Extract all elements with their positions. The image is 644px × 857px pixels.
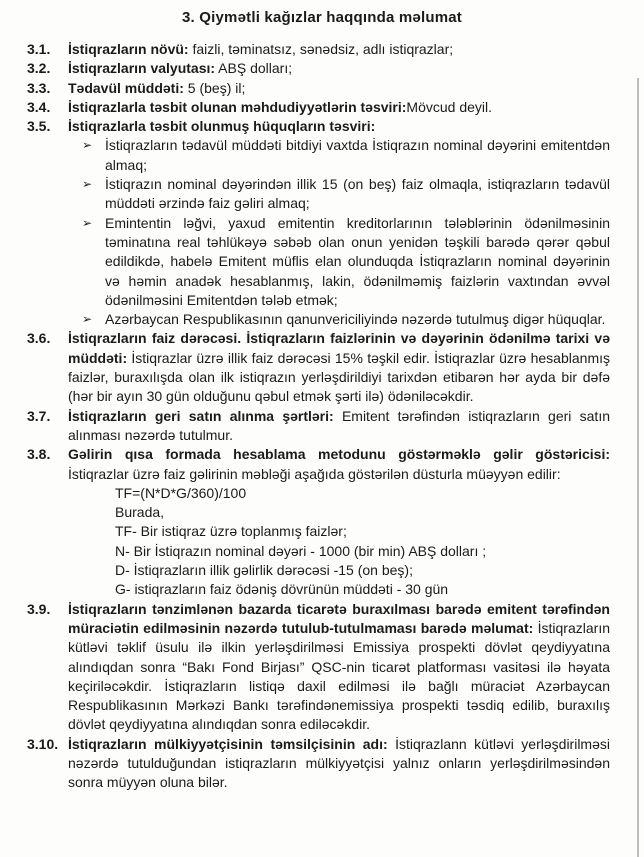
section-body — [68, 445, 610, 599]
section-text: Emitent tərəfindən istiqrazların geri satın alınması nəzərdə tutulmur. — [68, 407, 610, 443]
section-number: 3.1. — [27, 41, 51, 57]
section-3-6 — [27, 329, 610, 406]
section-text: İstiqrazlar üzrə faiz gəlirinin məbləği aşağıda göstərilən düsturla müəyyən edilir: — [68, 465, 561, 482]
section-body — [68, 329, 610, 406]
rights-bullet — [68, 175, 610, 214]
section-heading: İstiqrazların faiz dərəcəsi. İstiqrazların faizlərinin və dəyərinin ödənilmə tarixi və müddəti: — [68, 330, 610, 366]
arrowhead-bullet-icon: ➢ — [82, 312, 93, 327]
formula-line: Burada, — [115, 504, 165, 521]
arrowhead-bullet-icon: ➢ — [82, 177, 93, 192]
section-3-8 — [27, 445, 610, 599]
bullet-text: İstiqrazların tədavül müddəti bitdiyi vaxtda İstiqrazın nominal dəyərini emitentdən almaq; — [105, 137, 610, 173]
section-text: İstiqrazlar üzrə illik faiz dərəcəsi 15% təşkil edir. İstiqrazlar üzrə hesablanmış faizlər, buraxılışda olan ilk istiqrazın yerləşdirildiyi tarixdən etibarən hər ayda bir dəfə (hər bir ayın 30 gün olduğunu qəbul etmək şərti ilə) ödəniləcəkdir. — [68, 349, 610, 405]
formula-line: D- İstiqrazların illik gəlirlik dərəcəsi -15 (on beş); — [115, 562, 413, 579]
section-paragraph — [68, 407, 610, 446]
section-number: 3.9. — [27, 600, 51, 617]
section-body — [68, 79, 610, 98]
section-text: 5 (beş) il; — [183, 79, 246, 96]
section-paragraph — [68, 735, 610, 793]
section-3-5 — [27, 117, 610, 329]
section-heading: İstiqrazların geri satın alınma şərtləri: — [68, 407, 334, 424]
section-3-2 — [27, 59, 610, 78]
sections-list — [27, 40, 610, 793]
section-heading: Gəlirin qısa formada hesablama metodunu göstərməklə gəlir göstəricisi: — [68, 446, 610, 463]
section-text: faizli, təminatsız, sənədsiz, adlı istiqrazlar; — [188, 41, 454, 57]
formula-block — [115, 484, 610, 600]
section-paragraph — [68, 40, 610, 59]
section-body — [68, 59, 610, 78]
formula-line: TF=(N*D*G/360)/100 — [115, 484, 247, 501]
arrowhead-bullet-icon: ➢ — [82, 215, 93, 230]
formula-line: N- Bir İstiqrazın nominal dəyəri - 1000 (bir min) ABŞ dolları ; — [115, 542, 487, 559]
section-number: 3.8. — [27, 446, 51, 463]
rights-bullet — [68, 310, 610, 329]
section-number: 3.2. — [27, 60, 51, 77]
section-heading: İstiqrazların valyutası: — [68, 60, 216, 77]
formula-line: TF- Bir istiqraz üzrə toplanmış faizlər; — [115, 523, 347, 540]
section-heading: İstiqrazların tənzimlənən bazarda ticarətə buraxılması barədə emitent tərəfindən müraciətin edilməsinin nəzərdə tutulub-tutulmaması barədə məlumat: — [68, 600, 610, 636]
section-3-9 — [27, 600, 610, 735]
section-3-3 — [27, 79, 610, 98]
section-paragraph — [68, 79, 610, 98]
section-heading: İstiqrazlarla təsbit olunmuş hüquqların təsviri: — [68, 118, 376, 135]
section-3-10 — [27, 735, 610, 793]
section-heading: İstiqrazlarla təsbit olunan məhdudiyyətlərin təsviri: — [68, 98, 407, 115]
section-text: İstiqrazlann kütləvi yerləşdirilməsi nəzərdə tutulduğundan istiqrazların mülkiyyətçisi yalnız onların yerləşdirilməsindən sonra müyyən oluna bilər. — [68, 735, 610, 791]
section-text: İstiqrazların kütləvi təklif üsulu ilə ilkin yerləşdirilməsi Emissiya prospekti dövlət qeydiyyatına alındıqdan sonra “Bakı Fond Birjası” QSC-nin ticarət platforması vasitəsi ilə həyata keçiriləcəkdir. İstiqrazların listiqə daxil edilməsi ilə bağlı müraciət Azərbaycan Respublikasının Mərkəzi Bankı tərəfindənemissiya prospekti təsdiq edilib, buraxılış dövlət qeydiyyatına alındıqdan sonra ediləcəkdir. — [68, 619, 610, 733]
section-paragraph — [68, 117, 610, 136]
section-paragraph — [68, 98, 610, 117]
scan-edge-artifact — [637, 78, 639, 857]
section-paragraph — [68, 59, 610, 78]
bullet-text: Emintentin ləğvi, yaxud emitentin kreditorlarının tələblərinin ödənilməsinin təminatına real təhlükəyə səbəb olan onun yenidən təşkili barədə qərər qəbul edildikdə, habelə Emitent müflis elan olunduqda İstiqrazların nominal dəyərinin və həmin anadək hesablanmış, lakin, ödənilməmiş faizlərin vaxtından əvvəl ödənilməsini Emitentdən tələb etmək; — [105, 214, 610, 308]
section-heading: İstiqrazların mülkiyyətçisinin təmsilçisinin adı: — [68, 735, 388, 752]
rights-bullet — [68, 136, 610, 175]
rights-bullet — [68, 214, 610, 310]
section-paragraph — [68, 600, 610, 735]
section-body — [68, 407, 610, 446]
page-title: 3. Qiymətli kağızlar haqqında məlumat — [182, 9, 462, 26]
section-heading: İstiqrazların növü: — [68, 41, 189, 57]
bullet-text: İstiqrazın nominal dəyərindən illik 15 (on beş) faiz olmaqla, istiqrazların tədavül müddəti ərzində faiz gəliri almaq; — [105, 176, 610, 212]
section-number: 3.4. — [27, 98, 51, 115]
section-body — [68, 735, 610, 793]
section-body — [68, 117, 610, 329]
section-3-7 — [27, 407, 610, 446]
section-body — [68, 600, 610, 735]
section-heading: Tədavül müddəti: — [68, 79, 184, 96]
bullet-text: Azərbaycan Respublikasının qanunvericiliyində nəzərdə tutulmuş digər hüquqlar. — [105, 311, 606, 328]
section-text: ABŞ dolları; — [215, 60, 293, 77]
arrowhead-bullet-icon: ➢ — [82, 138, 93, 153]
section-body — [68, 40, 610, 59]
section-number: 3.3. — [27, 79, 51, 96]
section-number: 3.5. — [27, 118, 51, 135]
formula-line: G- istiqrazların faiz ödəniş dövrünün müddəti - 30 gün — [115, 581, 449, 598]
section-paragraph — [68, 329, 610, 406]
section-paragraph — [68, 445, 610, 484]
section-number: 3.10. — [27, 735, 59, 752]
section-number: 3.6. — [27, 330, 51, 347]
section-text: Mövcud deyil. — [406, 98, 493, 115]
section-number: 3.7. — [27, 407, 51, 424]
section-body — [68, 98, 610, 117]
section-3-4 — [27, 98, 610, 117]
section-3-1 — [27, 40, 610, 59]
